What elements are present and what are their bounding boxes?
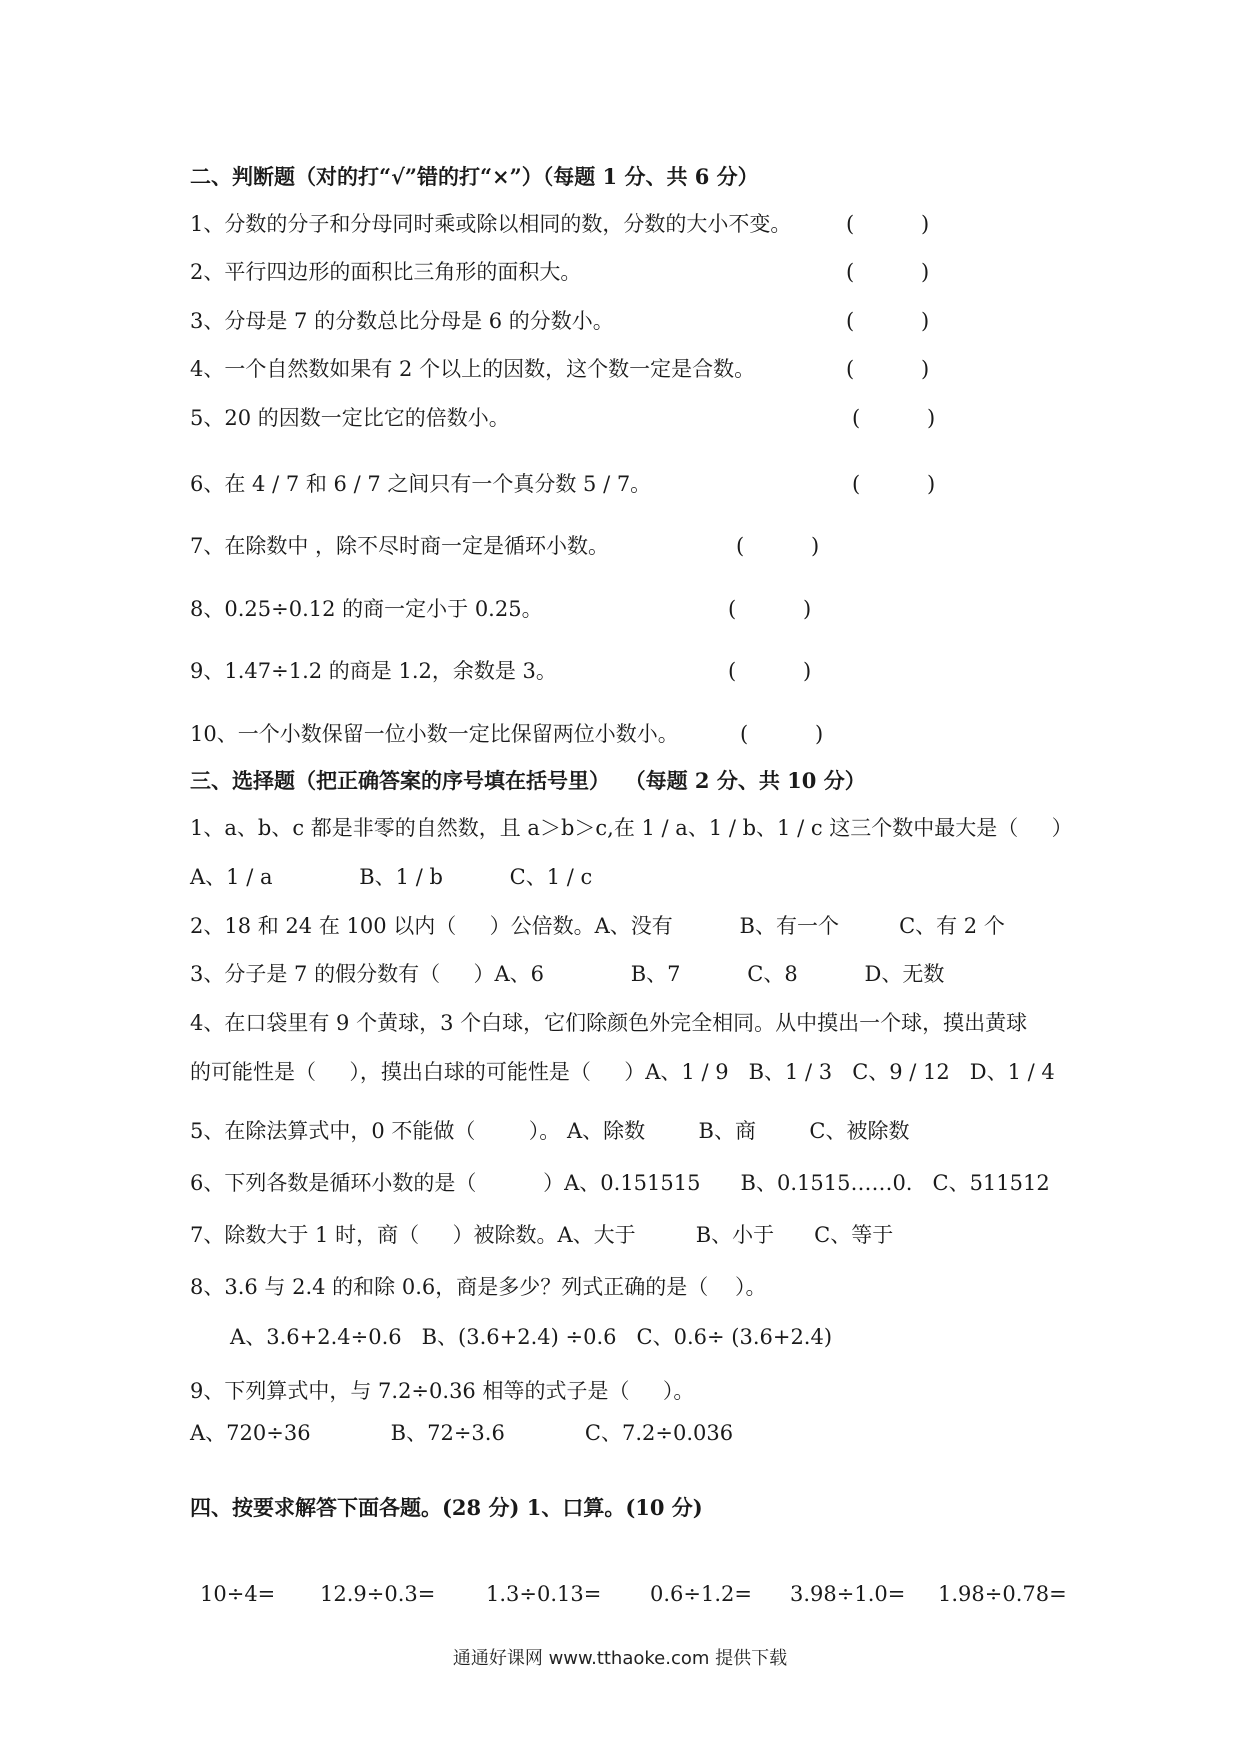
judge-item-10: 10、一个小数保留一位小数一定比保留两位小数小。 [190, 722, 679, 746]
judge-item-6: 6、在 4 / 7 和 6 / 7 之间只有一个真分数 5 / 7。 [190, 472, 652, 496]
judge-item-3: 3、分母是 7 的分数总比分母是 6 的分数小。 [190, 309, 614, 333]
judge-item-5: 5、20 的因数一定比它的倍数小。 [190, 406, 510, 430]
choice-q6: 6、下列各数是循环小数的是（ ）A、0.151515 B、0.1515……0. C、511512 [190, 1171, 1050, 1195]
answer-blank-7[interactable]: ( ) [736, 534, 820, 558]
oral-calc-3: 1.3÷0.13= [486, 1582, 602, 1606]
answer-blank-3[interactable]: ( ) [846, 309, 930, 333]
answer-blank-1[interactable]: ( ) [846, 212, 930, 236]
choice-q4-cont: 的可能性是（ ），摸出白球的可能性是（ ）A、1 / 9 B、1 / 3 C、9 / 12 D、1 / 4 [190, 1060, 1055, 1084]
judge-item-2: 2、平行四边形的面积比三角形的面积大。 [190, 260, 582, 284]
answer-blank-2[interactable]: ( ) [846, 260, 930, 284]
choice-q1-options: A、1 / a B、1 / b C、1 / c [190, 865, 593, 889]
choice-q1: 1、a、b、c 都是非零的自然数，且 a＞b＞c,在 1 / a、1 / b、1 / c 这三个数中最大是（ ） [190, 816, 1073, 840]
answer-blank-6[interactable]: ( ) [852, 472, 936, 496]
judge-item-1: 1、分数的分子和分母同时乘或除以相同的数，分数的大小不变。 [190, 212, 792, 236]
oral-calc-2: 12.9÷0.3= [320, 1582, 436, 1606]
footer-credit: 通通好课网 www.tthaoke.com 提供下载 [452, 1648, 788, 1669]
oral-calc-5: 3.98÷1.0= [790, 1582, 906, 1606]
choice-q5: 5、在除法算式中，0 不能做（ ）。 A、除数 B、商 C、被除数 [190, 1119, 910, 1143]
choice-q2: 2、18 和 24 在 100 以内（ ）公倍数。A、没有 B、有一个 C、有 2 个 [190, 914, 1005, 938]
oral-calc-6: 1.98÷0.78= [938, 1582, 1067, 1606]
judge-item-8: 8、0.25÷0.12 的商一定小于 0.25。 [190, 597, 543, 621]
choice-q9: 9、下列算式中，与 7.2÷0.36 相等的式子是（ ）。 [190, 1379, 695, 1403]
choice-q4: 4、在口袋里有 9 个黄球，3 个白球，它们除颜色外完全相同。从中摸出一个球，摸出黄球 [190, 1011, 1028, 1035]
answer-blank-4[interactable]: ( ) [846, 357, 930, 381]
oral-calc-4: 0.6÷1.2= [650, 1582, 752, 1606]
section2-title: 二、判断题（对的打“√”错的打“×”）（每题 1 分、共 6 分） [190, 164, 759, 189]
oral-calc-1: 10÷4= [200, 1582, 276, 1606]
choice-q7: 7、除数大于 1 时，商（ ）被除数。A、大于 B、小于 C、等于 [190, 1223, 894, 1247]
choice-q3: 3、分子是 7 的假分数有（ ）A、6 B、7 C、8 D、无数 [190, 962, 945, 986]
judge-item-7: 7、在除数中 ，除不尽时商一定是循环小数。 [190, 534, 610, 558]
section4-title: 四、按要求解答下面各题。(28 分) 1、口算。(10 分) [190, 1495, 703, 1520]
answer-blank-9[interactable]: ( ) [728, 659, 812, 683]
choice-q9-options: A、720÷36 B、72÷3.6 C、7.2÷0.036 [190, 1421, 734, 1445]
choice-q8: 8、3.6 与 2.4 的和除 0.6，商是多少？列式正确的是（ ）。 [190, 1275, 767, 1299]
answer-blank-5[interactable]: ( ) [852, 406, 936, 430]
judge-item-9: 9、1.47÷1.2 的商是 1.2，余数是 3。 [190, 659, 557, 683]
judge-item-4: 4、一个自然数如果有 2 个以上的因数，这个数一定是合数。 [190, 357, 756, 381]
choice-q8-options: A、3.6+2.4÷0.6 B、(3.6+2.4) ÷0.6 C、0.6÷ (3.6+2.4) [190, 1325, 833, 1349]
answer-blank-10[interactable]: ( ) [740, 722, 824, 746]
answer-blank-8[interactable]: ( ) [728, 597, 812, 621]
section3-title: 三、选择题（把正确答案的序号填在括号里） （每题 2 分、共 10 分） [190, 768, 866, 793]
